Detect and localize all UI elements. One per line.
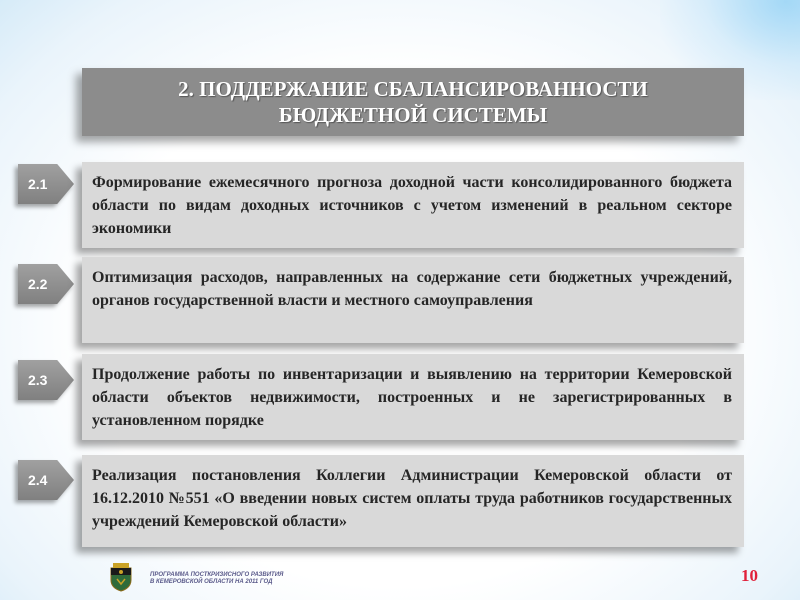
item-text: Продолжение работы по инвентаризации и выявлению на территории Кемеровской области объектов недвижимости, построенных и не зарегистрированных в установленном порядке <box>92 366 732 429</box>
item-text: Реализация постановления Коллегии Администрации Кемеровской области от 16.12.2010 №551 «О введении новых систем оплаты труда работников государственных учреждений Кемеровской области» <box>92 467 732 530</box>
footer-line-1: ПРОГРАММА ПОСТКРИЗИСНОГО РАЗВИТИЯ <box>150 572 284 578</box>
item-box <box>82 455 744 547</box>
coat-of-arms-icon <box>108 562 134 592</box>
title-box <box>82 68 744 136</box>
item-box <box>82 354 744 440</box>
item-text: Формирование ежемесячного прогноза доходной части консолидированного бюджета области по видам доходных источников с учетом изменений в реальном секторе экономики <box>92 174 732 237</box>
item-box <box>82 257 744 343</box>
item-number-badge <box>18 264 74 304</box>
item-number-badge <box>18 164 74 204</box>
slide-title: 2. ПОДДЕРЖАНИЕ СБАЛАНСИРОВАННОСТИ БЮДЖЕТНОЙ СИСТЕМЫ <box>178 77 648 127</box>
item-number: 2.2 <box>28 276 48 292</box>
item-number-badge <box>18 460 74 500</box>
item-text: Оптимизация расходов, направленных на содержание сети бюджетных учреждений, органов государственной власти и местного самоуправления <box>92 269 732 309</box>
footer-line-2: В КЕМЕРОВСКОЙ ОБЛАСТИ НА 2011 ГОД <box>150 579 273 585</box>
item-number-badge <box>18 360 74 400</box>
item-number: 2.3 <box>28 372 48 388</box>
item-number: 2.1 <box>28 176 48 192</box>
item-box <box>82 162 744 248</box>
item-number: 2.4 <box>28 472 48 488</box>
footer-program-text <box>150 572 283 586</box>
page-number: 10 <box>741 566 758 585</box>
